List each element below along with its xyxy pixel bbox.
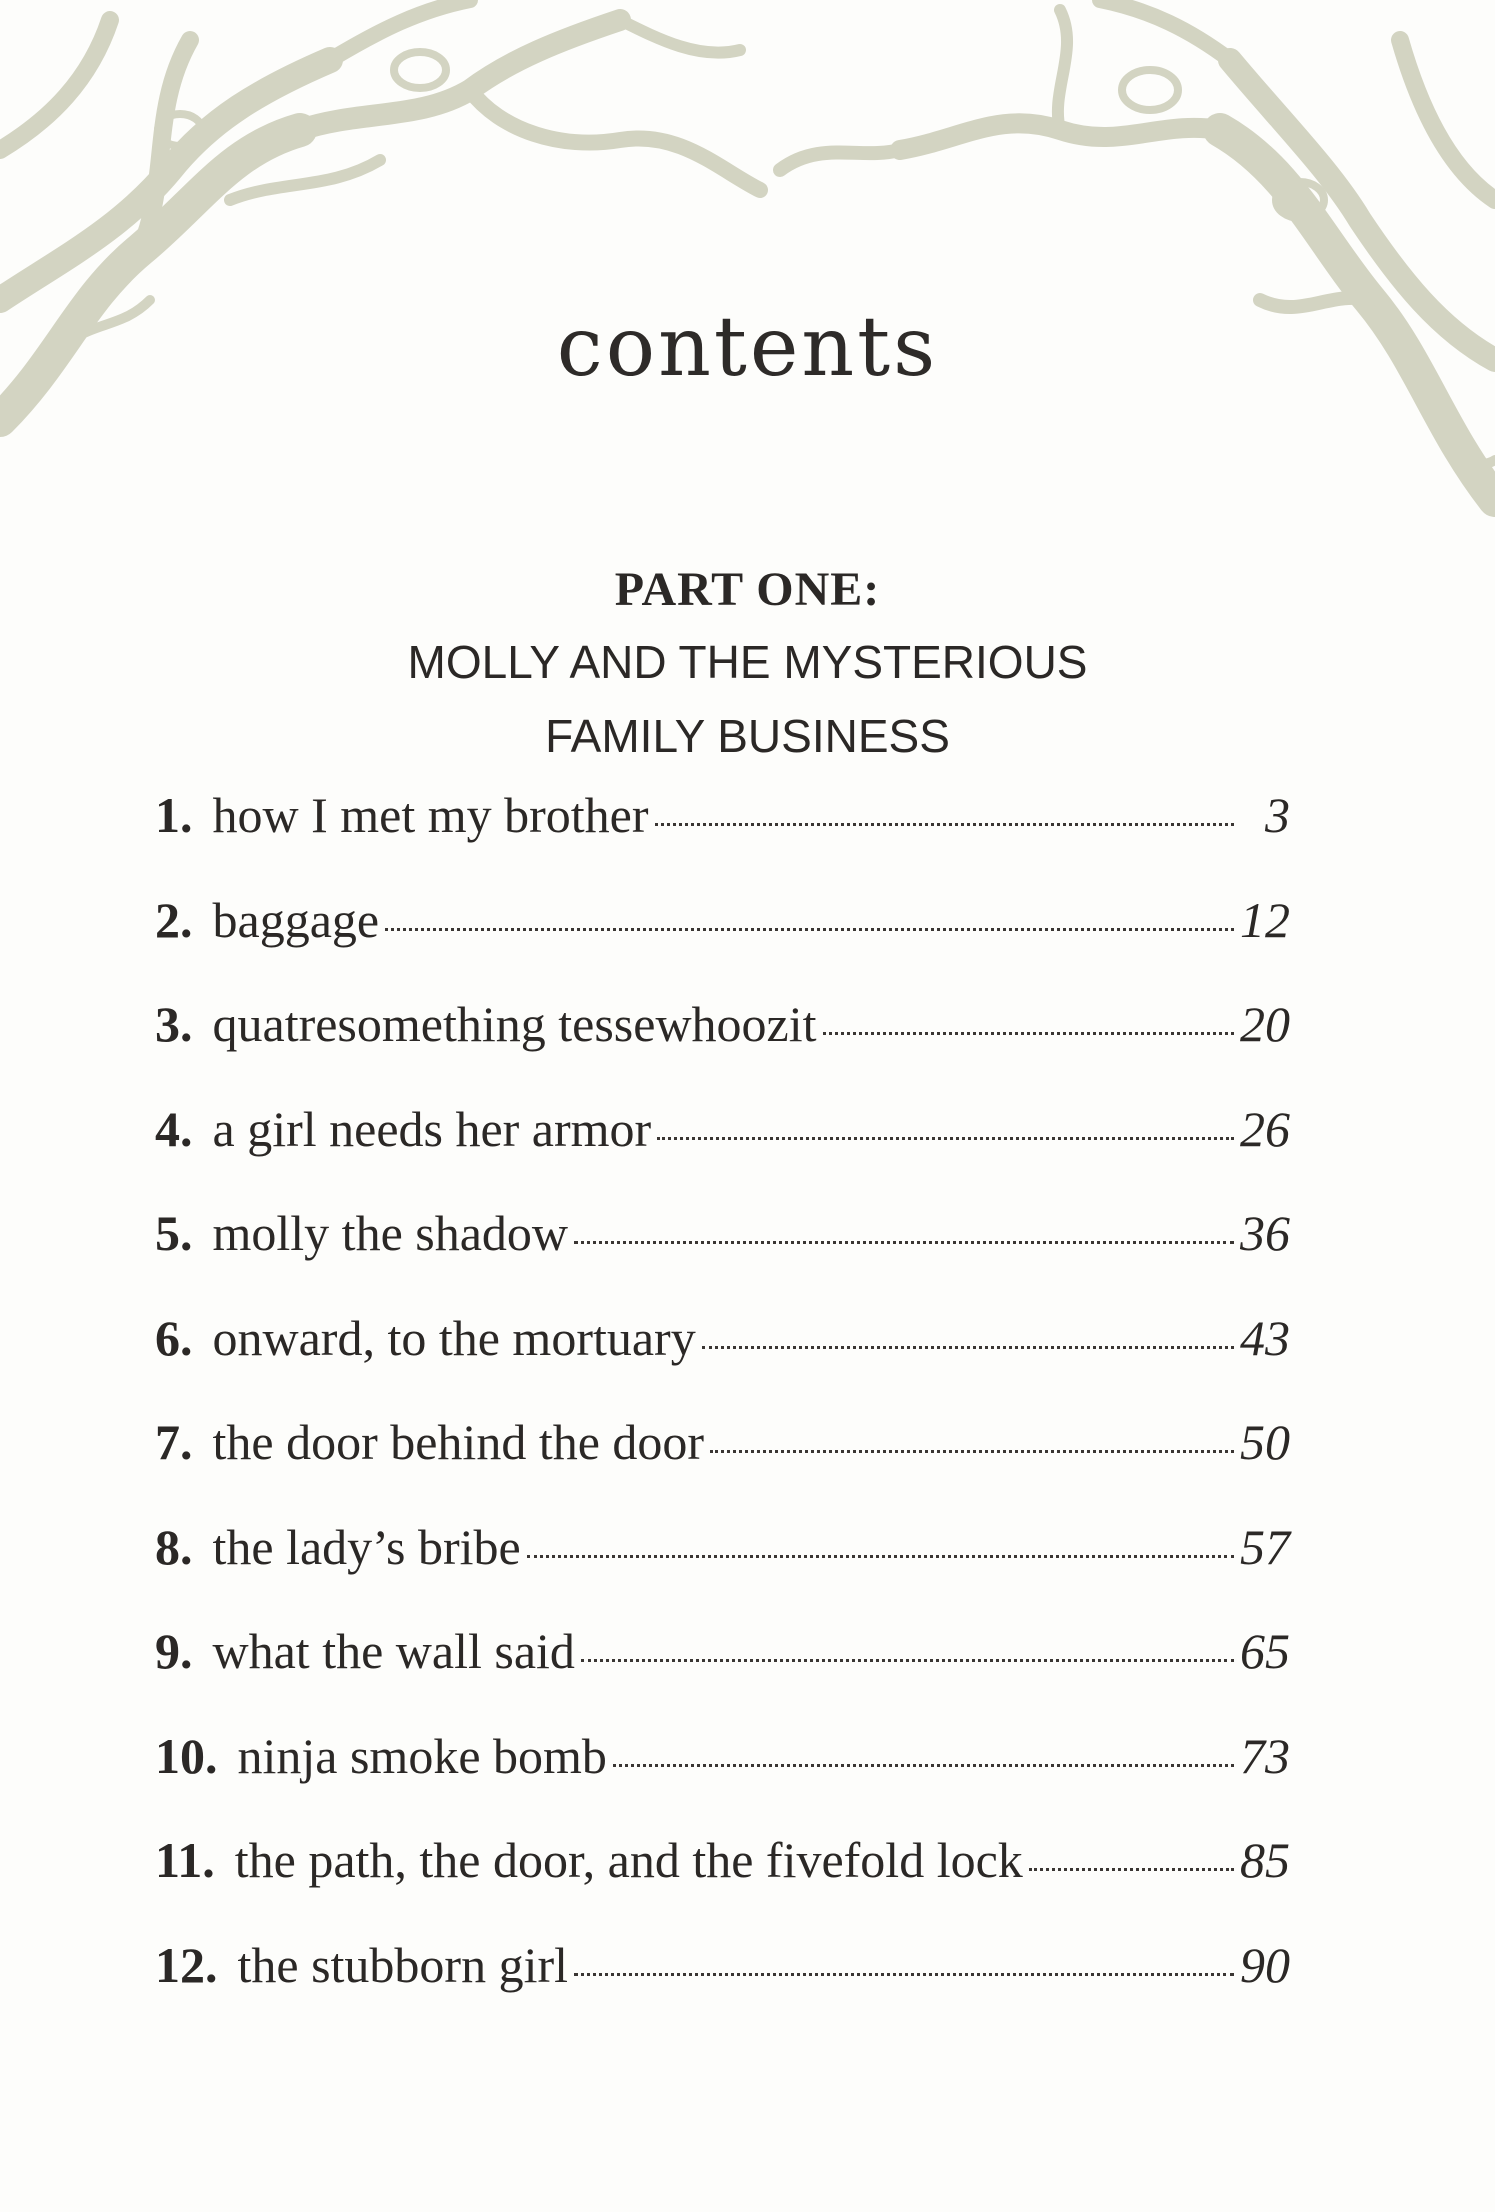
- dot-leader: [581, 1659, 1234, 1662]
- dot-leader: [710, 1450, 1234, 1453]
- dot-leader: [1029, 1868, 1234, 1871]
- chapter-title: the stubborn girl: [237, 1936, 569, 1993]
- chapter-title: what the wall said: [212, 1623, 575, 1679]
- dot-leader: [527, 1555, 1234, 1558]
- tree-branches-decoration: [0, 0, 1495, 560]
- chapter-number: 9.: [155, 1623, 193, 1679]
- page-number: 20: [1240, 996, 1290, 1052]
- toc-entry[interactable]: [155, 1204, 1290, 1309]
- dot-leader: [574, 1973, 1234, 1976]
- page-number: 57: [1240, 1518, 1290, 1575]
- chapter-number: 7.: [155, 1414, 193, 1470]
- dot-leader: [823, 1032, 1234, 1035]
- chapter-title: ninja smoke bomb: [237, 1727, 607, 1784]
- toc-entry[interactable]: [155, 891, 1290, 996]
- toc-entry[interactable]: [155, 1309, 1290, 1414]
- chapter-number: 3.: [155, 996, 193, 1052]
- dot-leader: [613, 1764, 1234, 1767]
- page-number: 36: [1240, 1205, 1290, 1261]
- dot-leader: [702, 1346, 1234, 1349]
- chapter-number: 2.: [155, 891, 193, 948]
- chapter-number: 6.: [155, 1309, 193, 1366]
- dot-leader: [657, 1137, 1234, 1140]
- chapter-number: 11.: [155, 1832, 215, 1888]
- chapter-number: 4.: [155, 1100, 193, 1157]
- page-number: 85: [1240, 1832, 1290, 1888]
- part-heading: [0, 555, 1495, 773]
- toc-entry[interactable]: [155, 1518, 1290, 1623]
- chapter-number: 1.: [155, 787, 193, 843]
- dot-leader: [655, 823, 1234, 826]
- toc-entry[interactable]: [155, 995, 1290, 1100]
- chapter-number: 10.: [155, 1727, 218, 1784]
- part-subtitle-line-2: FAMILY BUSINESS: [545, 710, 950, 762]
- chapter-title: baggage: [212, 891, 380, 948]
- chapter-title: molly the shadow: [212, 1205, 569, 1261]
- chapter-title: onward, to the mortuary: [212, 1309, 696, 1366]
- chapter-number: 5.: [155, 1205, 193, 1261]
- chapter-number: 8.: [155, 1518, 193, 1575]
- page-number: 65: [1240, 1623, 1290, 1679]
- toc-entry[interactable]: [155, 1831, 1290, 1936]
- dot-leader: [574, 1241, 1234, 1244]
- toc-entry[interactable]: [155, 1936, 1290, 2041]
- chapter-title: quatresomething tessewhoozit: [212, 996, 817, 1052]
- part-subtitle-line-1: MOLLY AND THE MYSTERIOUS: [407, 636, 1088, 688]
- toc-entry[interactable]: [155, 1727, 1290, 1832]
- toc-entry[interactable]: [155, 1100, 1290, 1205]
- page-number: 43: [1240, 1309, 1290, 1366]
- page-number: 12: [1240, 891, 1290, 948]
- page-number: 3: [1265, 787, 1290, 843]
- chapter-title: the path, the door, and the fivefold lock: [234, 1832, 1023, 1888]
- page-number: 90: [1240, 1936, 1290, 1993]
- chapter-title: a girl needs her armor: [212, 1100, 652, 1157]
- page-number: 73: [1240, 1727, 1290, 1784]
- dot-leader: [385, 928, 1234, 931]
- table-of-contents: [155, 786, 1290, 2040]
- toc-entry[interactable]: [155, 1622, 1290, 1727]
- toc-entry[interactable]: [155, 786, 1290, 891]
- page-number: 26: [1240, 1100, 1290, 1157]
- part-label: PART ONE:: [614, 563, 881, 616]
- chapter-title: the lady’s bribe: [212, 1518, 521, 1575]
- page-title: contents: [556, 300, 939, 395]
- page-number: 50: [1240, 1414, 1290, 1470]
- toc-entry[interactable]: [155, 1413, 1290, 1518]
- chapter-number: 12.: [155, 1936, 218, 1993]
- chapter-title: the door behind the door: [212, 1414, 705, 1470]
- chapter-title: how I met my brother: [212, 787, 649, 843]
